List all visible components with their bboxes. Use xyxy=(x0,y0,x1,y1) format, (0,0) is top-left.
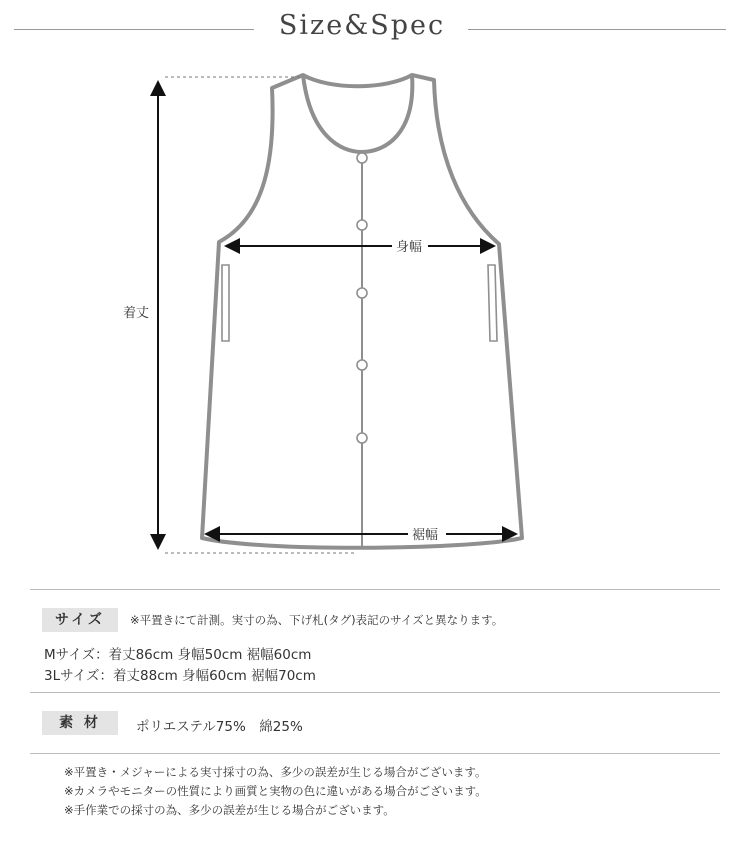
note-1: ※平置き・メジャーによる実寸採寸の為、多少の誤差が生じる場合がございます。 xyxy=(64,765,487,779)
width-label: 身幅 xyxy=(396,240,423,255)
button-1 xyxy=(357,153,367,163)
title-divider-right xyxy=(468,29,726,30)
material-value: ポリエステル75% 綿25% xyxy=(136,719,303,735)
divider-bottom xyxy=(30,753,720,754)
pocket-left xyxy=(222,265,229,341)
hem-label: 裾幅 xyxy=(412,528,439,543)
page-title: Size&Spec xyxy=(278,10,446,41)
garment-diagram xyxy=(0,60,750,570)
size-note: ※平置きにて計測。実寸の為、下げ札(タグ)表記のサイズと異なります。 xyxy=(130,613,504,627)
divider-top xyxy=(30,589,720,590)
note-2: ※カメラやモニターの性質により画質と実物の色に違いがある場合がございます。 xyxy=(64,784,487,798)
divider-middle xyxy=(30,692,720,693)
button-5 xyxy=(357,433,367,443)
title-row xyxy=(0,0,750,64)
material-label: 素 材 xyxy=(42,711,118,735)
length-label: 着丈 xyxy=(123,306,150,321)
size-row-3l: 3Lサイズ：着丈88cm 身幅60cm 裾幅70cm xyxy=(44,668,316,684)
button-3 xyxy=(357,288,367,298)
pocket-right xyxy=(488,265,497,341)
size-row-m: Mサイズ：着丈86cm 身幅50cm 裾幅60cm xyxy=(44,647,312,663)
button-2 xyxy=(357,220,367,230)
note-3: ※手作業での採寸の為、多少の誤差が生じる場合がございます。 xyxy=(64,803,395,817)
size-label: サイズ xyxy=(42,608,118,632)
title-divider-left xyxy=(14,29,254,30)
button-4 xyxy=(357,360,367,370)
